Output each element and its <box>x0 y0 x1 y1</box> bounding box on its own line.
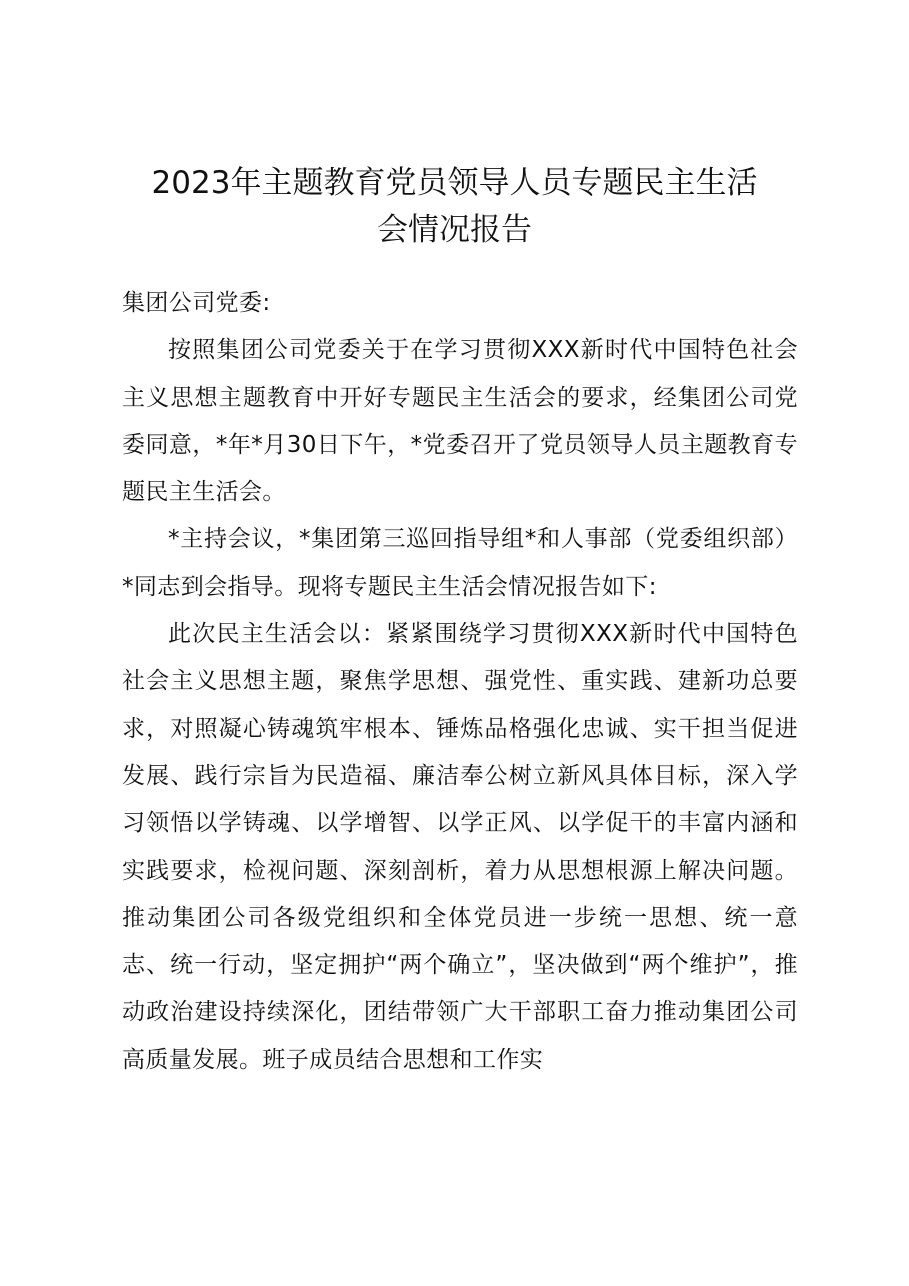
document-body <box>122 280 798 1084</box>
salutation: 集团公司党委: <box>122 290 271 316</box>
title-line-1: 2023年主题教育党员领导人员专题民主生活 <box>151 165 758 201</box>
paragraph-3: 此次民主生活会以：紧紧围绕学习贯彻XXX新时代中国特色社会主义思想主题，聚焦学思想、强党性、重实践、建新功总要求，对照凝心铸魂筑牢根本、锤炼品格强化忠诚、实干担当促进发展、践行宗旨为民造福、廉洁奉公树立新风具体目标，深入学习领悟以学铸魂、以学增智、以学正风、以学促干的丰富内涵和实践要求，检视问题、深刻剖析，着力从思想根源上解决问题。推动集团公司各级党组织和全体党员进一步统一思想、统一意志、统一行动，坚定拥护“两个确立”，坚决做到“两个维护”，推动政治建设持续深化，团结带领广大干部职工奋力推动集团公司高质量发展。班子成员结合思想和工作实 <box>122 621 798 1073</box>
paragraph-2: *主持会议，*集团第三巡回指导组*和人事部（党委组织部）*同志到会指导。现将专题民主生活会情况报告如下: <box>122 526 798 600</box>
document-title <box>110 160 799 254</box>
paragraph-1: 按照集团公司党委关于在学习贯彻XXX新时代中国特色社会主义思想主题教育中开好专题民主生活会的要求，经集团公司党委同意，*年*月30日下午，*党委召开了党员领导人员主题教育专题民主生活会。 <box>122 337 798 506</box>
title-line-2: 会情况报告 <box>377 212 532 248</box>
